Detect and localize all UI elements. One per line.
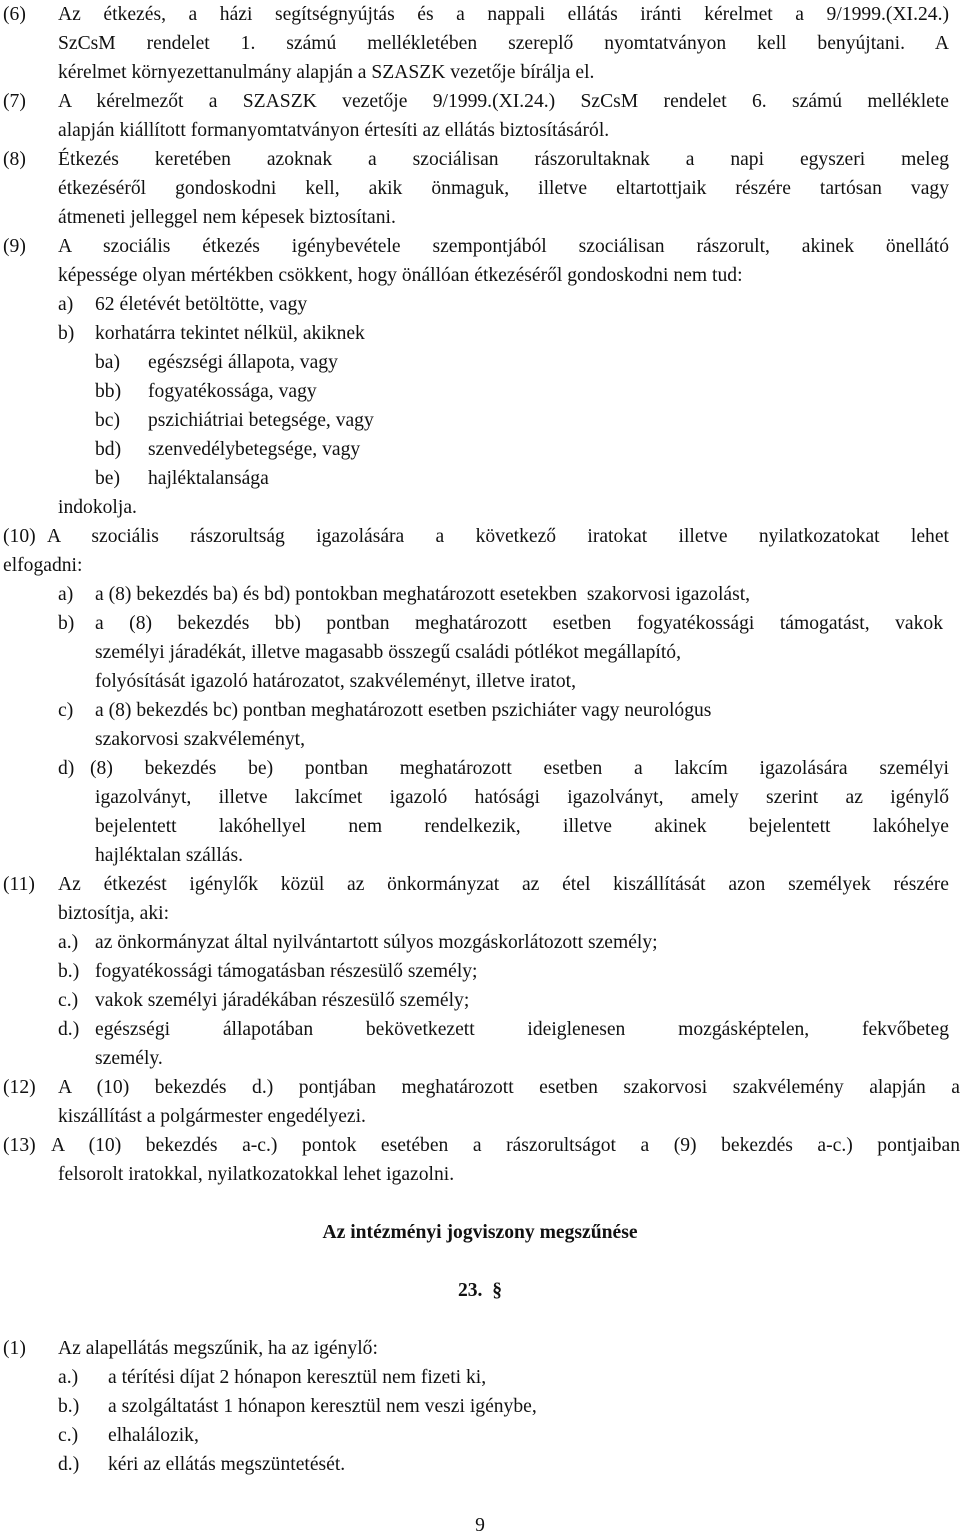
- list-item-text: elhalálozik,: [108, 1425, 199, 1446]
- list-marker: b.): [58, 961, 80, 982]
- text-line: felsorolt iratokkal, nyilatkozatokkal lehet igazolni.: [58, 1164, 455, 1185]
- list-item-text: fogyatékossági támogatásban részesülő személy;: [95, 961, 478, 982]
- text-line: A szociális étkezés igénybevétele szempontjából szociálisan rászorult, akinek önellátó: [58, 236, 949, 257]
- paragraph-number: (11): [3, 874, 35, 895]
- text-line: SzCsM rendelet 1. számú mellékletében szereplő nyomtatványon kell benyújtani. A: [58, 33, 949, 54]
- list-marker: be): [95, 468, 121, 489]
- list-item-text: a szolgáltatást 1 hónapon keresztül nem veszi igénybe,: [108, 1396, 537, 1417]
- text-line: A szociális rászorultság igazolására a következő iratokat illetve nyilatkozatokat lehet: [47, 526, 949, 547]
- list-item-text: pszichiátriai betegsége, vagy: [148, 410, 374, 431]
- list-item-text: hajléktalansága: [148, 468, 269, 489]
- text-line: Az étkezés, a házi segítségnyújtás és a nappali ellátás iránti kérelmet a 9/1999.(XI.24.): [58, 4, 949, 25]
- text-line: folyósítását igazoló határozatot, szakvéleményt, illetve iratot,: [95, 671, 576, 692]
- list-item-text: a térítési díjat 2 hónapon keresztül nem fizeti ki,: [108, 1367, 487, 1388]
- paragraph-number: (8): [3, 149, 26, 170]
- list-item-text: a (8) bekezdés ba) és bd) pontokban meghatározott esetekben szakorvosi igazolást,: [95, 584, 751, 605]
- text-line: személy.: [95, 1048, 163, 1069]
- list-marker: a.): [58, 1367, 79, 1388]
- text-line: átmeneti jelleggel nem képesek biztosítani.: [58, 207, 396, 228]
- text-line: igazolványt, illetve lakcímet igazoló hatósági igazolványt, amely szerint az igénylő: [95, 787, 949, 808]
- list-item-text: kéri az ellátás megszüntetését.: [108, 1454, 346, 1475]
- list-marker: b): [58, 323, 75, 344]
- paragraph-number: (10): [3, 526, 36, 547]
- list-item-text: 62 életévét betöltötte, vagy: [95, 294, 308, 315]
- paragraph-number: (7): [3, 91, 26, 112]
- list-item-text: korhatárra tekintet nélkül, akiknek: [95, 323, 365, 344]
- text-line: képessége olyan mértékben csökkent, hogy önállóan étkezéséről gondoskodni nem tud:: [58, 265, 743, 286]
- text-line: alapján kiállított formanyomtatványon értesíti az ellátás biztosításáról.: [58, 120, 610, 141]
- list-marker: bd): [95, 439, 122, 460]
- text-line: hajléktalan szállás.: [95, 845, 243, 866]
- list-marker: b.): [58, 1396, 80, 1417]
- paragraph-number: (12): [3, 1077, 36, 1098]
- list-item-text: a (8) bekezdés bc) pontban meghatározott esetben pszichiáter vagy neurológus: [95, 700, 712, 721]
- text-line: kérelmet környezettanulmány alapján a SZASZK vezetője bírálja el.: [58, 62, 595, 83]
- paragraph-number: (13): [3, 1135, 36, 1156]
- text-line: biztosítja, aki:: [58, 903, 170, 924]
- list-marker: c): [58, 700, 74, 721]
- text-line: kiszállítást a polgármester engedélyezi.: [58, 1106, 366, 1127]
- list-marker: d.): [58, 1454, 80, 1475]
- text-line: Étkezés keretében azoknak a szociálisan rászorultaknak a napi egyszeri meleg: [58, 149, 949, 170]
- list-item-text: fogyatékossága, vagy: [148, 381, 317, 402]
- list-marker: a.): [58, 932, 79, 953]
- list-marker: bb): [95, 381, 122, 402]
- text-line: bejelentett lakóhellyel nem rendelkezik, illetve akinek bejelentett lakóhelye: [95, 816, 949, 837]
- text-line: Az alapellátás megszűnik, ha az igénylő:: [58, 1338, 378, 1359]
- text-line: személyi járadékát, illetve magasabb összegű családi pótlékot megállapító,: [95, 642, 681, 663]
- paragraph-number: (9): [3, 236, 26, 257]
- paragraph-number: (6): [3, 4, 26, 25]
- text-line: elfogadni:: [3, 555, 83, 576]
- list-item-text: a (8) bekezdés bb) pontban meghatározott esetben fogyatékossági támogatást, vakok: [95, 613, 943, 634]
- text-line: étkezéséről gondoskodni kell, akik önmaguk, illetve eltartottjaik részére tartósan vagy: [58, 178, 949, 199]
- list-marker: bc): [95, 410, 121, 431]
- list-item-text: egészségi állapota, vagy: [148, 352, 338, 373]
- list-marker: ba): [95, 352, 121, 373]
- text-line: indokolja.: [58, 497, 137, 518]
- list-marker: a): [58, 294, 74, 315]
- section-number: 23. §: [457, 1280, 503, 1301]
- section-heading: Az intézményi jogviszony megszűnése: [322, 1222, 638, 1243]
- text-line: A (10) bekezdés a-c.) pontok esetében a rászorultságot a (9) bekezdés a-c.) pontjaiban: [51, 1135, 960, 1156]
- page-number: 9: [475, 1515, 485, 1536]
- list-item-text: szenvedélybetegsége, vagy: [148, 439, 361, 460]
- list-item-text: egészségi állapotában bekövetkezett ideiglenesen mozgásképtelen, fekvőbeteg: [95, 1019, 949, 1040]
- text-line: A (10) bekezdés d.) pontjában meghatározott esetben szakorvosi szakvélemény alapján a: [58, 1077, 960, 1098]
- text-line: Az étkezést igénylők közül az önkormányzat az étel kiszállítását azon személyek részére: [58, 874, 949, 895]
- list-item-text: az önkormányzat által nyilvántartott súlyos mozgáskorlátozott személy;: [95, 932, 658, 953]
- text-line: A kérelmezőt a SZASZK vezetője 9/1999.(XI.24.) SzCsM rendelet 6. számú melléklete: [58, 91, 949, 112]
- list-marker: d): [58, 758, 75, 779]
- text-line: szakorvosi szakvéleményt,: [95, 729, 306, 750]
- paragraph-number: (1): [3, 1338, 26, 1359]
- list-item-text: (8) bekezdés be) pontban meghatározott esetben a lakcím igazolására személyi: [90, 758, 949, 779]
- list-item-text: vakok személyi járadékában részesülő személy;: [95, 990, 470, 1011]
- list-marker: c.): [58, 1425, 79, 1446]
- list-marker: b): [58, 613, 75, 634]
- list-marker: a): [58, 584, 74, 605]
- list-marker: d.): [58, 1019, 80, 1040]
- list-marker: c.): [58, 990, 79, 1011]
